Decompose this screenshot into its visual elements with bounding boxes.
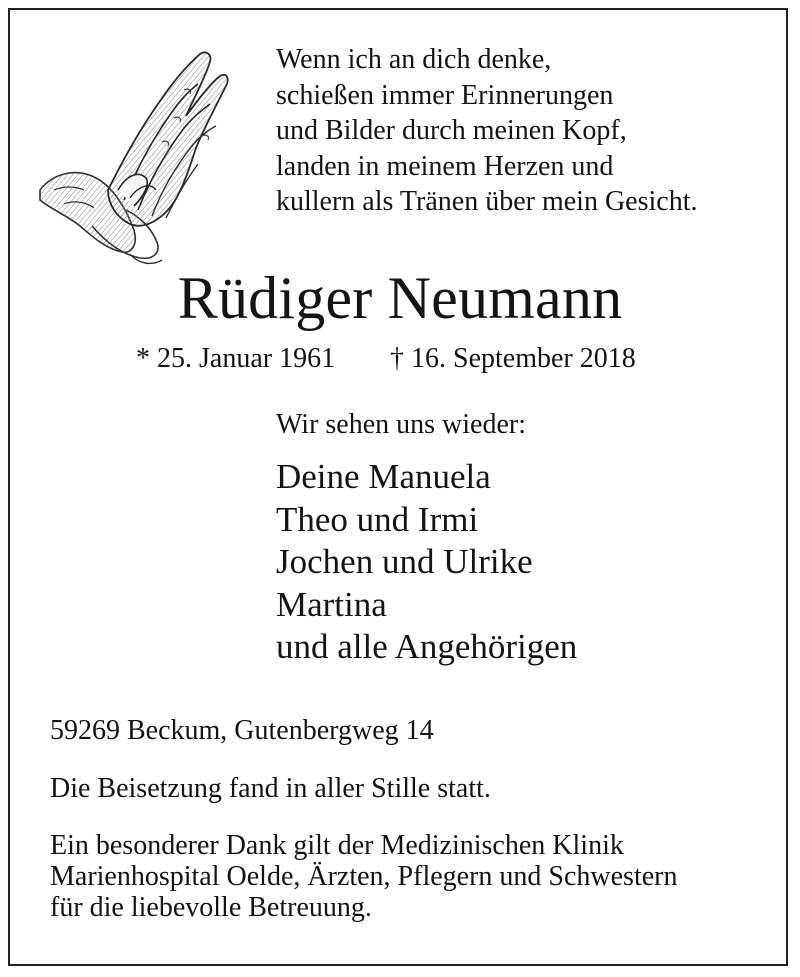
mourner: Jochen und Ulrike [276,542,533,581]
farewell-intro: Wir sehen uns wieder: [276,409,527,440]
birth-date: * 25. Januar 1961 [136,343,336,374]
thanks-note [50,830,677,923]
mourners-list [276,456,577,669]
poem-line: Wenn ich an dich denke, [276,44,552,75]
mourner: Theo und Irmi [276,499,479,539]
poem-line: schießen immer Erinnerungen [276,79,614,111]
address: 59269 Beckum, Gutenbergweg 14 [50,715,434,746]
death-date: † 16. September 2018 [390,343,636,374]
poem [276,42,697,220]
poem-line: kullern als Tränen über mein Gesicht. [276,186,698,217]
poem-line: landen in meinem Herzen und [276,150,614,182]
thanks-line: für die liebevolle Betreuung. [50,892,372,923]
burial-note: Die Beisetzung fand in aller Stille statt. [50,773,491,804]
thanks-line: Marienhospital Oelde, Ärzten, Pflegern und Schwestern [50,861,678,892]
thanks-line: Ein besonderer Dank gilt der Medizinischen Klinik [50,830,624,861]
mourner: Deine Manuela [276,457,491,496]
deceased-name: Rüdiger Neumann [177,265,623,331]
praying-hands-icon [34,40,234,268]
poem-line: und Bilder durch meinen Kopf, [276,115,627,146]
mourner: und alle Angehörigen [276,627,578,666]
mourner: Martina [276,584,387,624]
